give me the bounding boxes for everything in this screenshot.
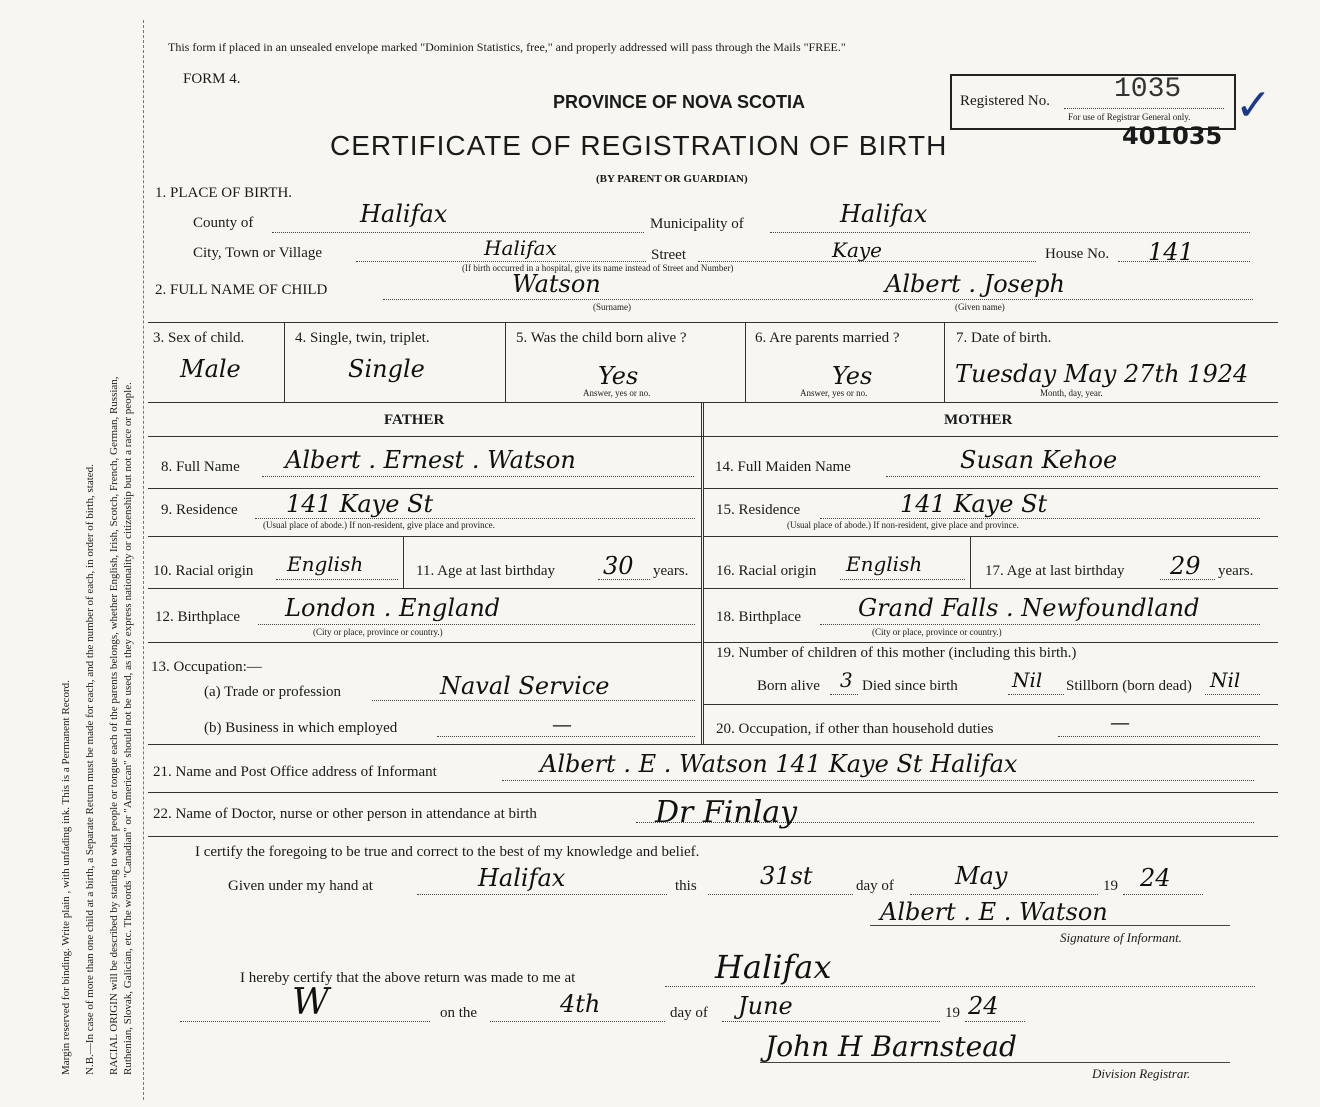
married-value: Yes (832, 362, 873, 390)
municipality-value: Halifax (840, 200, 928, 228)
certify-month-value: May (955, 862, 1008, 890)
surname-note: (Surname) (593, 302, 631, 312)
died-since-birth-value: Nil (1012, 668, 1043, 692)
child-name-label: 2. FULL NAME OF CHILD (155, 282, 328, 298)
registrar-initials: W (292, 982, 330, 1023)
sex-value: Male (180, 355, 241, 383)
city-value: Halifax (484, 236, 557, 260)
this-label: this (675, 878, 697, 894)
street-label: Street (651, 247, 686, 263)
business-value: — (552, 712, 572, 736)
registrar-signature: John H Barnstead (765, 1030, 1017, 1063)
children-count-label: 19. Number of children of this mother (including this birth.) (716, 645, 1077, 661)
born-alive-value: Yes (598, 362, 639, 390)
stillborn-label: Stillborn (born dead) (1066, 678, 1192, 694)
registrar-day-value: 4th (560, 990, 601, 1018)
mother-residence-note: (Usual place of abode.) If non-resident, give place and province. (787, 520, 1019, 530)
given-place-value: Halifax (478, 864, 566, 892)
registrar-day-of-label: day of (670, 1005, 708, 1021)
informant-value: Albert . E . Watson 141 Kaye St Halifax (540, 750, 1018, 778)
mother-age-label: 17. Age at last birthday (985, 563, 1125, 579)
mother-birthplace-value: Grand Falls . Newfoundland (858, 594, 1200, 622)
certify-statement: I certify the foregoing to be true and correct to the best of my knowledge and belief. (195, 844, 700, 860)
certify-year-prefix: 19 (1103, 878, 1118, 894)
father-residence-note: (Usual place of abode.) If non-resident, give place and province. (263, 520, 495, 530)
province-title: PROVINCE OF NOVA SCOTIA (553, 92, 806, 112)
house-number-value: 141 (1148, 238, 1194, 266)
doctor-value: Dr Finlay (655, 795, 798, 830)
check-mark-icon: ✓ (1235, 80, 1272, 131)
certificate-title: CERTIFICATE OF REGISTRATION OF BIRTH (330, 130, 948, 161)
born-alive-count-label: Born alive (757, 678, 820, 694)
single-value: Single (348, 355, 425, 383)
informant-signature: Albert . E . Watson (880, 898, 1108, 926)
father-age-unit: years. (653, 563, 689, 579)
mother-name-value: Susan Kehoe (960, 446, 1118, 474)
mother-age-value: 29 (1170, 552, 1201, 580)
mother-birthplace-label: 18. Birthplace (716, 609, 801, 625)
mother-age-unit: years. (1218, 563, 1254, 579)
county-label: County of (193, 215, 254, 231)
registered-stamp: 1035 (1114, 74, 1182, 105)
father-heading: FATHER (384, 412, 445, 428)
county-value: Halifax (360, 200, 448, 228)
father-age-value: 30 (603, 552, 634, 580)
stillborn-value: Nil (1210, 668, 1241, 692)
on-the-label: on the (440, 1005, 478, 1021)
municipality-label: Municipality of (650, 216, 744, 232)
registered-label: Registered No. (960, 93, 1050, 109)
registrar-month-value: June (738, 992, 793, 1020)
given-under-label: Given under my hand at (228, 878, 373, 894)
single-label: 4. Single, twin, triplet. (295, 330, 430, 346)
margin-divider (143, 20, 144, 1100)
father-birthplace-value: London . England (285, 594, 501, 622)
margin-note-4: Ruthenian, Slovak, Galician, etc. The words "Canadian" or "American" should not be used, as they express nationality or citizenship but not a race or people. (122, 382, 134, 1075)
date-of-birth-value: Tuesday May 27th 1924 (955, 360, 1249, 388)
house-number-label: House No. (1045, 246, 1110, 262)
certify-day-value: 31st (760, 862, 813, 890)
born-alive-note: Answer, yes or no. (583, 388, 651, 398)
mother-residence-label: 15. Residence (716, 502, 801, 518)
father-residence-label: 9. Residence (161, 502, 238, 518)
born-alive-count-value: 3 (840, 668, 853, 692)
mother-heading: MOTHER (944, 412, 1013, 428)
married-note: Answer, yes or no. (800, 388, 868, 398)
father-residence-value: 141 Kaye St (286, 490, 434, 518)
died-since-birth-label: Died since birth (862, 678, 958, 694)
married-label: 6. Are parents married ? (755, 330, 900, 346)
city-label: City, Town or Village (193, 245, 323, 261)
father-name-label: 8. Full Name (161, 459, 240, 475)
given-name-note: (Given name) (955, 302, 1005, 312)
mother-occupation-value: — (1110, 710, 1130, 734)
father-age-label: 11. Age at last birthday (416, 563, 555, 579)
informant-label: 21. Name and Post Office address of Informant (153, 764, 437, 780)
registrar-signature-label: Division Registrar. (1092, 1066, 1191, 1081)
trade-value: Naval Service (440, 672, 610, 700)
sex-label: 3. Sex of child. (153, 330, 245, 346)
registered-note: For use of Registrar General only. (1068, 112, 1191, 122)
hospital-note: (If birth occurred in a hospital, give its name instead of Street and Number) (462, 263, 734, 273)
mother-name-label: 14. Full Maiden Name (715, 459, 851, 475)
certify-year-value: 24 (1140, 864, 1171, 892)
registrar-year-value: 24 (968, 992, 999, 1020)
father-occupation-label: 13. Occupation:— (151, 659, 262, 675)
date-of-birth-label: 7. Date of birth. (956, 330, 1052, 346)
business-label: (b) Business in which employed (204, 720, 398, 736)
child-surname-value: Watson (512, 270, 601, 298)
place-of-birth-label: 1. PLACE OF BIRTH. (155, 185, 293, 201)
margin-note-3: RACIAL ORIGIN will be described by stating to what people or tongue each of the parents belongs, whether English, Irish, Scotch, French, German, Russian, (108, 376, 120, 1075)
father-birthplace-label: 12. Birthplace (155, 609, 240, 625)
mother-occupation-label: 20. Occupation, if other than household duties (716, 721, 994, 737)
street-value: Kaye (832, 238, 882, 262)
child-given-name-value: Albert . Joseph (885, 270, 1065, 298)
doctor-label: 22. Name of Doctor, nurse or other person in attendance at birth (153, 806, 537, 822)
father-racial-origin-value: English (287, 552, 364, 576)
mother-birthplace-note: (City or place, province or country.) (872, 627, 1002, 637)
registrar-place-value: Halifax (715, 948, 832, 986)
trade-label: (a) Trade or profession (204, 684, 342, 700)
registrar-year-prefix: 19 (945, 1005, 960, 1021)
margin-notes (0, 0, 150, 1107)
born-alive-label: 5. Was the child born alive ? (516, 330, 687, 346)
date-of-birth-note: Month, day, year. (1040, 388, 1103, 398)
mail-notice: This form if placed in an unsealed envelope marked "Dominion Statistics, free," and properly addressed will pass through the Mails "FREE." (168, 40, 846, 54)
margin-note-2: N.B.—In case of more than one child at a birth, a Separate Return must be made for each, and the number of each, in order of birth, stated. (84, 464, 96, 1075)
registrar-statement: I hereby certify that the above return was made to me at (240, 970, 576, 986)
father-racial-origin-label: 10. Racial origin (153, 563, 254, 579)
informant-signature-label: Signature of Informant. (1060, 930, 1182, 945)
day-of-label: day of (856, 878, 894, 894)
father-birthplace-note: (City or place, province or country.) (313, 627, 443, 637)
mother-residence-value: 141 Kaye St (900, 490, 1048, 518)
mother-racial-origin-label: 16. Racial origin (716, 563, 817, 579)
father-name-value: Albert . Ernest . Watson (285, 446, 576, 474)
mother-racial-origin-value: English (846, 552, 923, 576)
certificate-subtitle: (BY PARENT OR GUARDIAN) (596, 173, 748, 185)
registered-big-number: 401035 (1122, 122, 1223, 150)
margin-note-1: Margin reserved for binding. Write plain , with unfading ink. This is a Permanent Record. (60, 680, 72, 1075)
form-number: FORM 4. (183, 71, 241, 87)
